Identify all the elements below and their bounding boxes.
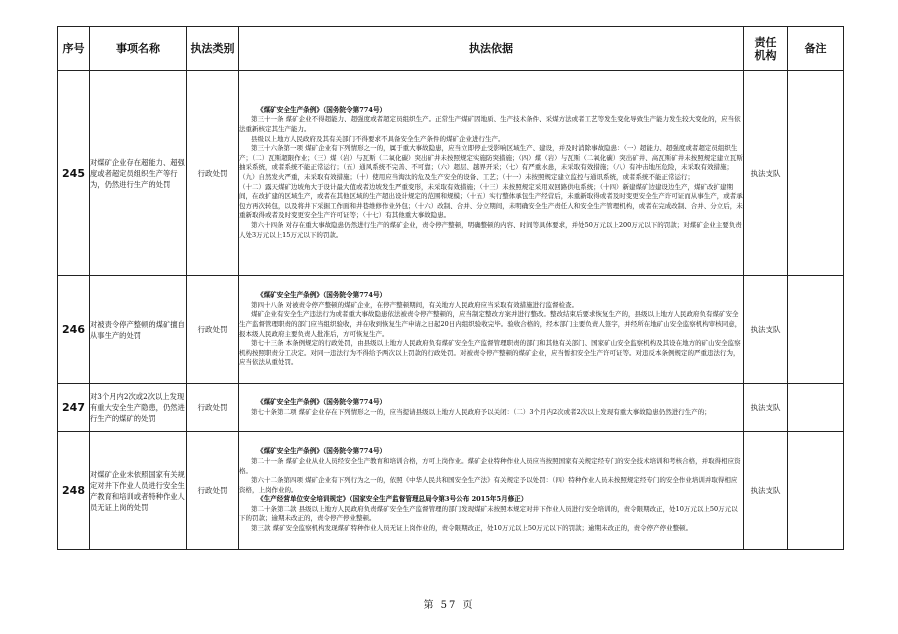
- basis-paragraph: 第四十八条 对被责令停产整顿的煤矿企业，在停产整顿期间，有关地方人民政府应当采取有效措施进行监督检查。: [251, 300, 579, 309]
- basis-paragraph: （十二）露天煤矿边坡角大于设计最大值或者边坡发生严重变形，未采取有效措施；（十三）未按照规定采用双回路供电系统；（十四）新建煤矿边建设边生产，煤矿改扩建期间，在改扩建的区域生产，或者在其他区域的生产超出设计规定的范围和规模；（十五）实行整体承包生产经营后，未重新取得或者及时变更安全生产许可证而从事生产，或者承包方再次转包，以及将井下采掘工作面和井巷维修作业外包；（十六）改制、合并、分立期间，未明确安全生产责任人和安全生产管理机构，或者在完成改制、合并、分立后，未重新取得或者及时变更安全生产许可证等；（十七）有其他重大事故隐患。: [239, 182, 743, 220]
- basis-paragraph: 第三十六条第一项 煤矿企业有下列情形之一的，属于重大事故隐患，应当立即停止受影响区域生产、建设，并及时消除事故隐患：（一）超能力、超强度或者超定员组织生产；（二）瓦斯超限作业；（三）煤（岩）与瓦斯（二氧化碳）突出矿井未按照规定实施防突措施；（四）煤（岩）与瓦斯（二氧化碳）突出矿井、高瓦斯矿井未按照规定建立瓦斯抽采系统，或者系统不能正常运行；（五）通风系统不完善、不可靠；（六）超层、越界开采；（七）有严重水患，未采取有效措施；（八）有冲击地压危险，未采取有效措施；（九）自然发火严重，未采取有效措施；（十）使用应当淘汰的危及生产安全的设备、工艺；（十一）未按照规定建立监控与通讯系统，或者系统不能正常运行；: [239, 144, 743, 181]
- basis-paragraph: 煤矿企业有安全生产违法行为或者重大事故隐患依法被责令停产整顿的，应当制定整改方案并进行整改。整改结束后要求恢复生产的，县级以上地方人民政府负有煤矿安全生产监督管理职责的部门应当组织验收，并在收到恢复生产申请之日起20日内组织验收完毕。验收合格的，经本部门主要负责人签字，并经所在地矿山安全监察机构审核同意，报本级人民政府主要负责人批准后，方可恢复生产。: [239, 310, 742, 338]
- basis-paragraph: 第七十三条 本条例规定的行政处罚，由县级以上地方人民政府负有煤矿安全生产监督管理职责的部门和其他有关部门、国家矿山安全监察机构及其设在地方的矿山安全监察机构按照职责分工决定。对同一违法行为不得给予两次以上罚款的行政处罚。对被责令停产整顿的煤矿企业，应当暂扣安全生产许可证等。对违反本条例规定的严重违法行为，应当依法从重处罚。: [239, 339, 741, 367]
- header-category: 执法类别: [187, 27, 239, 71]
- item-name: 对3个月内2次或2次以上发现有重大安全生产隐患，仍然进行生产的煤矿的处罚: [90, 384, 187, 432]
- header-org-line2: 机构: [754, 48, 777, 62]
- basis-paragraph: 第三十一条 煤矿企业不得超能力、超强度或者超定员组织生产。正常生产煤矿因地质、生产技术条件、采煤方法或者工艺等发生变化导致生产能力发生较大变化的，应当依法重新核定其生产能力。: [239, 115, 741, 134]
- header-remark: 备注: [788, 27, 844, 71]
- page-number: 第 57 页: [423, 600, 475, 611]
- legal-basis: [239, 384, 744, 432]
- basis-paragraph: 县级以上地方人民政府及其有关部门不得要求不具备安全生产条件的煤矿企业进行生产。: [251, 134, 505, 143]
- basis-paragraph: 第六十四条 对存在重大事故隐患仍然进行生产的煤矿企业，责令停产整顿，明确整顿的内容、时间等具体要求，并处50万元以上200万元以下的罚款；对煤矿企业主要负责人处3万元以上15万元以下的罚款。: [239, 220, 742, 239]
- table-row: [58, 432, 844, 550]
- regulation-title: 《生产经营单位安全培训规定》（国家安全生产监督管理总局令第3号公布 2015年5月修正）: [257, 495, 528, 504]
- regulation-title: 《煤矿安全生产条例》（国务院令第774号）: [257, 291, 387, 300]
- remark-cell: [788, 71, 844, 276]
- legal-basis: [239, 71, 744, 276]
- header-no: 序号: [58, 27, 90, 71]
- header-name: 事项名称: [90, 27, 187, 71]
- table-row: [58, 71, 844, 276]
- header-org: [744, 27, 788, 71]
- table-row: [58, 384, 844, 432]
- enforcement-category: 行政处罚: [187, 384, 239, 432]
- item-name: 对煤矿企业未依照国家有关规定对井下作业人员进行安全生产教育和培训或者特种作业人员无证上岗的处罚: [90, 432, 187, 550]
- legal-basis: [239, 432, 744, 550]
- row-number: 248: [58, 432, 90, 550]
- enforcement-category: 行政处罚: [187, 432, 239, 550]
- responsible-org: 执法支队: [744, 384, 788, 432]
- regulation-title: 《煤矿安全生产条例》（国务院令第774号）: [257, 105, 387, 114]
- item-name: 对煤矿企业存在超能力、超强度或者超定员组织生产等行为，仍然进行生产的处罚: [90, 71, 187, 276]
- enforcement-category: 行政处罚: [187, 276, 239, 384]
- responsible-org: 执法支队: [744, 276, 788, 384]
- table-row: [58, 276, 844, 384]
- item-name: 对被责令停产整顿的煤矿擅自从事生产的处罚: [90, 276, 187, 384]
- enforcement-category: 行政处罚: [187, 71, 239, 276]
- responsible-org: 执法支队: [744, 432, 788, 550]
- regulation-title: 《煤矿安全生产条例》（国务院令第774号）: [257, 397, 387, 406]
- responsible-org: 执法支队: [744, 71, 788, 276]
- row-number: 247: [58, 384, 90, 432]
- basis-paragraph: 第二十一条 煤矿企业从业人员经安全生产教育和培训合格，方可上岗作业。煤矿企业特种作业人员应当按照国家有关规定经专门的安全技术培训和考核合格，并取得相应资格。: [239, 456, 741, 475]
- basis-paragraph: 第二十条第二款 县级以上地方人民政府负责煤矿安全生产监督管理的部门发现煤矿未按照本规定对井下作业人员进行安全培训的，责令限期改正，处10万元以上50万元以下的罚款；逾期未改正的，责令停产停业整顿。: [239, 504, 738, 523]
- law-enforcement-table: [57, 26, 844, 550]
- remark-cell: [788, 432, 844, 550]
- remark-cell: [788, 276, 844, 384]
- remark-cell: [788, 384, 844, 432]
- header-org-line1: 责任: [754, 35, 777, 49]
- basis-paragraph: 第六十二条第四项 煤矿企业有下列行为之一的，依照《中华人民共和国安全生产法》有关规定予以处罚：（四）特种作业人员未按照规定经专门的安全作业培训并取得相应资格，上岗作业的。: [239, 476, 738, 494]
- basis-paragraph: 第三款 煤矿安全监察机构发现煤矿特种作业人员无证上岗作业的，责令限期改正，处10万元以上50万元以下的罚款；逾期未改正的，责令停产停业整顿。: [251, 524, 693, 533]
- header-basis: 执法依据: [239, 27, 744, 71]
- basis-paragraph: 第七十条第二项 煤矿企业存在下列情形之一的，应当提请县级以上地方人民政府予以关闭：（二）3个月内2次或者2次以上发现有重大事故隐患仍然进行生产的；: [251, 407, 711, 416]
- row-number: 245: [58, 71, 90, 276]
- row-number: 246: [58, 276, 90, 384]
- header-row: [58, 27, 844, 71]
- legal-basis: [239, 276, 744, 384]
- regulation-title: 《煤矿安全生产条例》（国务院令第774号）: [257, 447, 387, 456]
